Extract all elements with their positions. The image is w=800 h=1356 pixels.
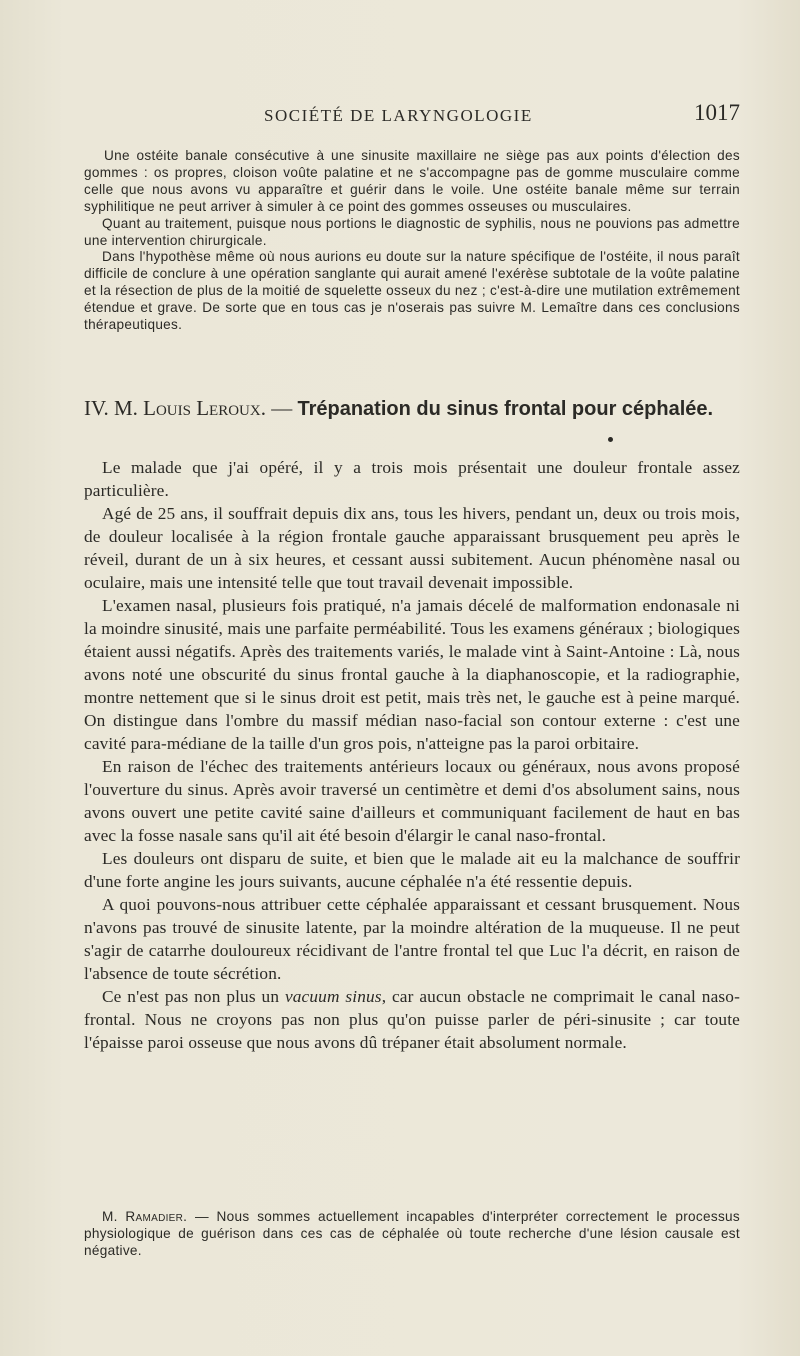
last-para-start: Ce n'est pas non plus un bbox=[102, 987, 285, 1006]
page-number: 1017 bbox=[694, 100, 740, 125]
author-last-name: Leroux. bbox=[196, 396, 266, 420]
body-paragraph: Le malade que j'ai opéré, il y a trois mois présentait une douleur frontale assez particulière. bbox=[84, 458, 740, 500]
italic-term: vacuum sinus bbox=[284, 987, 382, 1006]
discussion-footnote bbox=[84, 1208, 740, 1259]
body-paragraph: L'examen nasal, plusieurs fois pratiqué, n'a jamais décelé de malformation endonasale ni la moindre sinusité, mais une parfaite perméabilité. Tous les examens généraux ; biologiques étaient aussi négatifs. Après des traitements variés, le malade vint à Saint-Antoine : Là, nous avons noté une obscurité du sinus frontal gauche à la diaphanoscopie, et la radiographie, montre nettement que si le sinus droit est petit, mais très net, le gauche est à peine marqué. On distingue dans l'ombre du massif médian naso-facial son contour externe : c'est une cavité para-médiane de la taille d'un gros pois, n'atteigne pas la paroi orbitaire. bbox=[84, 596, 740, 753]
body-paragraph-last bbox=[84, 985, 740, 1054]
body-paragraph: A quoi pouvons-nous attribuer cette céphalée apparaissant et cessant brusquement. Nous n'avons pas trouvé de sinusite latente, par la moindre altération de la muqueuse. Il ne peut s'agir de catarrhe douloureux récidivant de l'antre frontal tel que Luc l'a décrit, en raison de l'absence de toute sécrétion. bbox=[84, 895, 740, 983]
section-heading bbox=[84, 396, 740, 421]
heading-dash: — bbox=[271, 396, 293, 420]
discussion-paragraph: Dans l'hypothèse même où nous aurions eu doute sur la nature spécifique de l'ostéite, il nous paraît difficile de conclure à une opération sanglante qui aurait amené l'exérèse subtotale de la voûte palatine et la résection de plus de la moitié de squelette osseux du nez ; c'est-à-dire une mutilation extrêmement étendue et grave. De sorte que en tous cas je n'oserais pas suivre M. Lemaître dans ces conclusions thérapeutiques. bbox=[84, 249, 740, 333]
section-title: Trépanation du sinus frontal pour céphalée. bbox=[297, 398, 714, 420]
discussion-paragraph: Une ostéite banale consécutive à une sinusite maxillaire ne siège pas aux points d'élection des gommes : os propres, cloison voûte palatine et ne s'accompagne pas de gomme musculaire comme celle que nous avons vu apparaître et guérir dans le voile. Une ostéite banale même sur terrain syphilitique ne peut arriver à simuler à ce point des gommes osseuses ou musculaires. bbox=[84, 148, 740, 214]
ink-dot bbox=[608, 437, 613, 442]
body-paragraph: Agé de 25 ans, il souffrait depuis dix ans, tous les hivers, pendant un, deux ou trois mois, de douleur localisée à la région frontale gauche apparaissant brusquement peu après le réveil, durant de un à six heures, et cessant aussi subitement. Aucun phénomène nasal ou oculaire, mais une intensité telle que tout travail devenait impossible. bbox=[84, 504, 740, 592]
author-first-name: Louis bbox=[143, 396, 191, 420]
footnote-paragraph bbox=[84, 1208, 740, 1259]
article-body bbox=[84, 456, 740, 1054]
section-number: IV. M. bbox=[84, 396, 138, 420]
footnote-speaker: M. Ramadier. bbox=[102, 1209, 188, 1224]
discussion-paragraph: Quant au traitement, puisque nous portions le diagnostic de syphilis, nous ne pouvions pas admettre une intervention chirurgicale. bbox=[84, 215, 740, 248]
discussion-block bbox=[84, 148, 740, 334]
body-paragraph: Les douleurs ont disparu de suite, et bien que le malade ait eu la malchance de souffrir d'une forte angine les jours suivants, aucune céphalée n'a été ressentie depuis. bbox=[84, 849, 740, 891]
last-para-end: , car aucun obstacle ne comprimait le canal naso-frontal. Nous ne croyons pas non plus qu'on puisse parler de péri-sinusite ; car toute l'épaisse paroi osseuse que nous avons dû trépaner était absolument normale. bbox=[84, 987, 740, 1052]
page-header bbox=[84, 100, 740, 130]
body-paragraph: En raison de l'échec des traitements antérieurs locaux ou généraux, nous avons proposé l'ouverture du sinus. Après avoir traversé un centimètre et demi d'os absolument sains, nous avons ouvert une petite cavité saine d'ailleurs et communiquant facilement de haut en bas avec la fosse nasale sans qu'il ait été besoin d'élargir le canal naso-frontal. bbox=[84, 757, 740, 845]
footnote-text: — Nous sommes actuellement incapables d'interpréter correctement le processus physiologique de guérison dans ces cas de céphalée où toute recherche d'une lésion causale est négative. bbox=[84, 1209, 740, 1258]
running-title: SOCIÉTÉ DE LARYNGOLOGIE bbox=[264, 106, 533, 125]
